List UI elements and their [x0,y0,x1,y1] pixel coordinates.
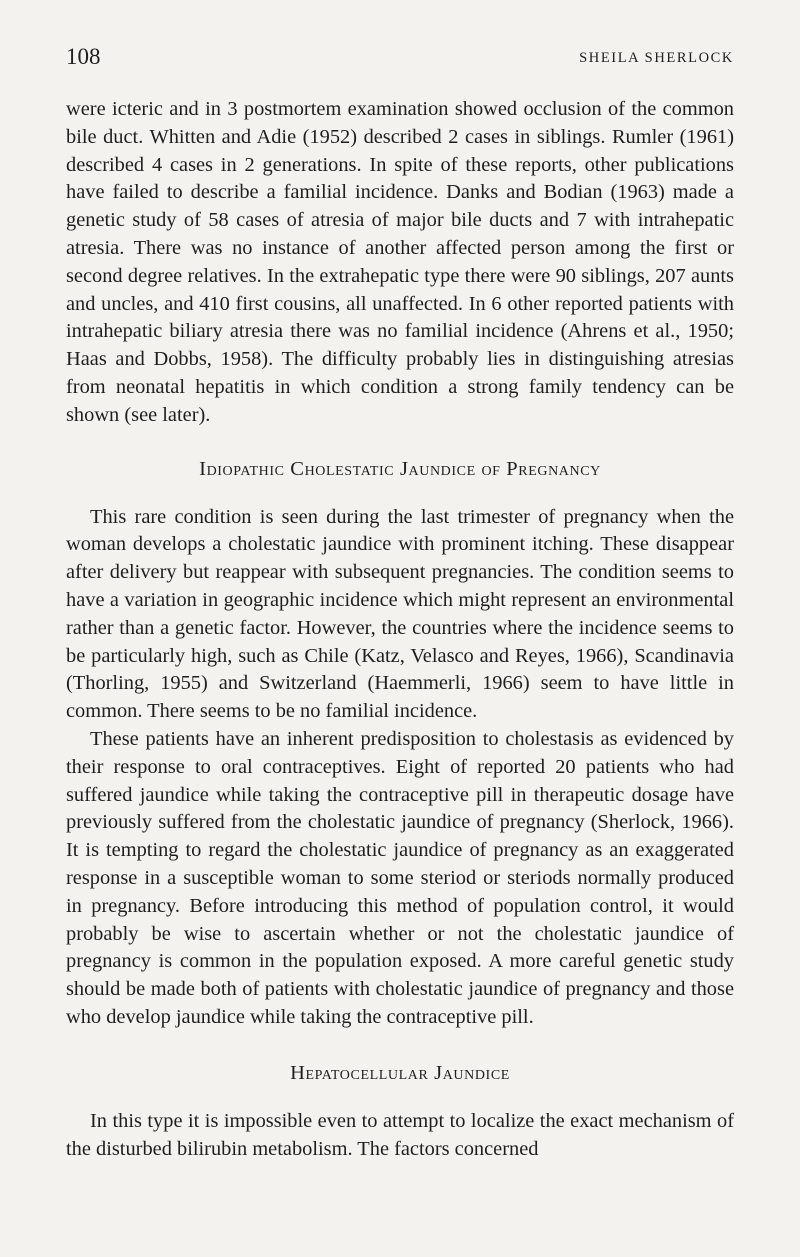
page-number: 108 [66,44,101,69]
paragraph-pregnancy-condition: This rare condition is seen during the last trimester of pregnancy when the woman develops a cholestatic jaundice with prominent itching. These disappear after delivery but reappear with subsequent pregnancies. The condition seems to have a variation in geographic incidence which might represent an environmental rather than a genetic factor. However, the countries where the incidence seems to be particularly high, such as Chile (Katz, Velasco and Reyes, 1966), Scandinavia (Thorling, 1955) and Switzerland (Haemmerli, 1966) seem to have little in common. There seems to be no familial incidence. [66,505,734,723]
paragraph-predisposition: These patients have an inherent predisposition to cholestasis as evidenced by their response to oral contraceptives. Eight of reported 20 patients who had suffered jaundice while taking the contraceptive pill in therapeutic dosage have previously suffered from the cholestatic jaundice of pregnancy (Sherlock, 1966). It is tempting to regard the cholestatic jaundice of pregnancy as an exaggerated response in a susceptible woman to some steriod or steriods normally produced in pregnancy. Before introducing this method of population control, it would probably be wise to ascertain whether or not the cholestatic jaundice of pregnancy is common in the population exposed. A more careful genetic study should be made both of patients with cholestatic jaundice of pregnancy and those who develop jaundice while taking the contraceptive pill. [66,727,734,1028]
running-head: SHEILA SHERLOCK [579,50,734,66]
page-header [66,44,734,74]
body-text [66,96,734,1163]
section-heading-hepatocellular-jaundice: Hepatocellular Jaundice [290,1061,510,1084]
paragraph-continued: were icteric and in 3 postmortem examination showed occlusion of the common bile duct. Whitten and Adie (1952) described 2 cases in siblings. Rumler (1961) described 4 cases in 2 generations. In spite of these reports, other publications have failed to describe a familial incidence. Danks and Bodian (1963) made a genetic study of 58 cases of atresia of major bile ducts and 7 with intrahepatic atresia. There was no instance of another affected person among the first or second degree relatives. In the extrahepatic type there were 90 siblings, 207 aunts and uncles, and 410 first cousins, all unaffected. In 6 other reported patients with intrahepatic biliary atresia there was no familial incidence (Ahrens et al., 1950; Haas and Dobbs, 1958). The difficulty probably lies in distinguishing atresias from neonatal hepatitis in which condition a strong family tendency can be shown (see later). [66,98,734,426]
section-heading-idiopathic-cholestatic-jaundice: Idiopathic Cholestatic Jaundice of Pregnancy [199,457,601,480]
paragraph-hepatocellular: In this type it is impossible even to attempt to localize the exact mechanism of the disturbed bilirubin metabolism. The factors concerned [66,1109,734,1160]
